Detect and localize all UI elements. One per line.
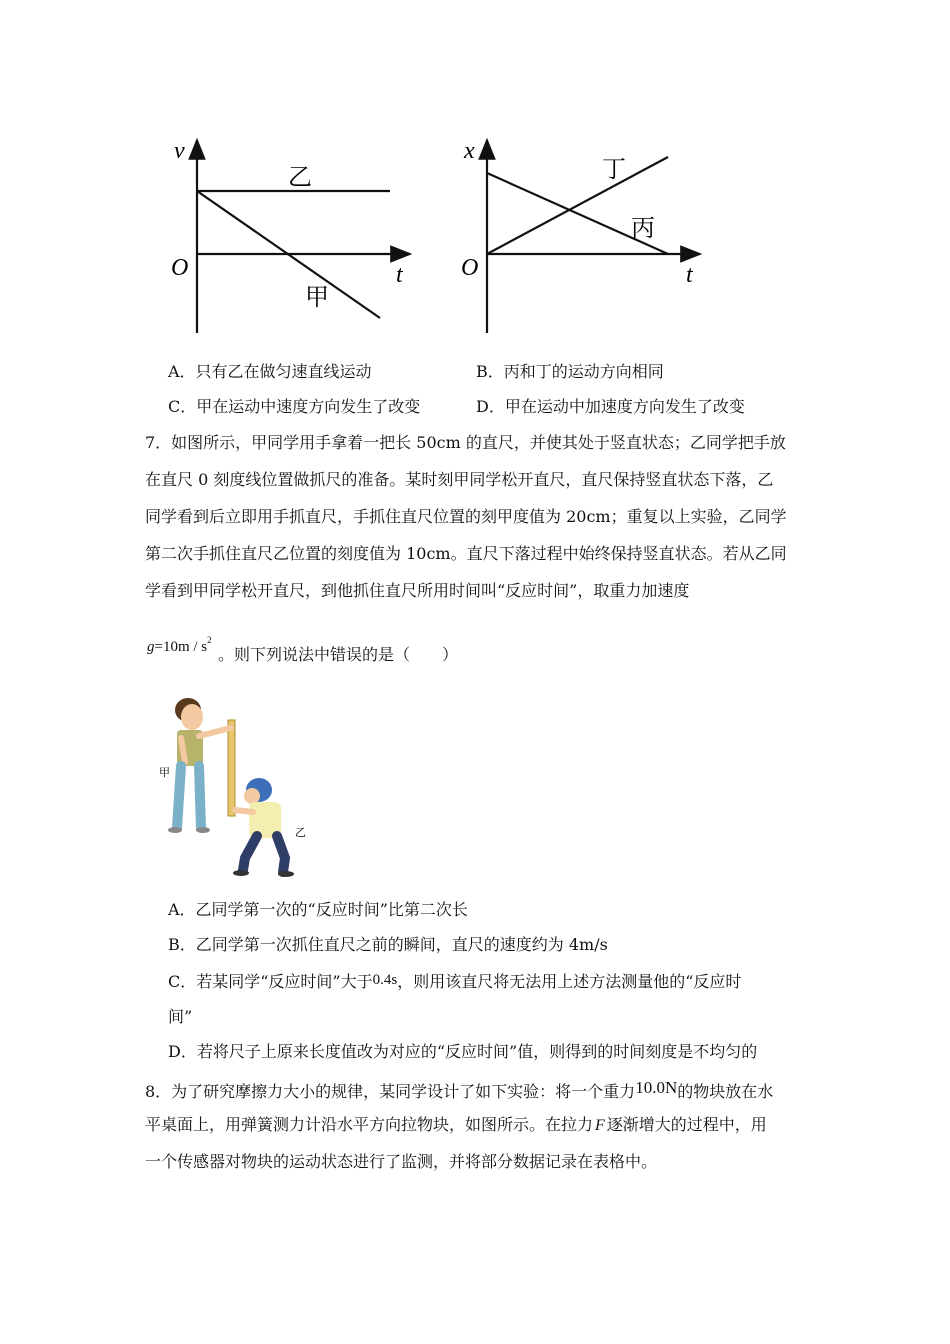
q7-line-1: 7．如图所示，甲同学用手拿着一把长 50cm 的直尺，并使其处于竖直状态；乙同学把手放 <box>145 433 786 452</box>
vt-label-yi: 乙 <box>288 163 312 191</box>
q8-line-2-post: 逐渐增大的过程中，用 <box>606 1115 767 1134</box>
vt-axis-v: v <box>174 138 185 164</box>
q6-option-a: A．只有乙在做匀速直线运动 <box>168 362 372 381</box>
q8-line-1 <box>145 1078 773 1102</box>
person-a-shoe-right <box>196 827 210 833</box>
q7-option-b: B．乙同学第一次抓住直尺之前的瞬间，直尺的速度约为 4m/s <box>168 935 608 954</box>
q7-line-5: 学看到甲同学松开直尺，到他抓住直尺所用时间叫“反应时间”，取重力加速度 <box>145 581 690 600</box>
vt-origin: O <box>171 255 189 281</box>
q6-option-c: C．甲在运动中速度方向发生了改变 <box>168 397 421 416</box>
person-b-shoe-right <box>278 871 294 877</box>
q7-option-c-value: 0.4s <box>372 972 398 988</box>
person-a-head <box>181 704 203 730</box>
person-a-arm2 <box>181 738 185 762</box>
q8-line-2 <box>145 1115 767 1136</box>
person-b-arm <box>235 810 253 812</box>
g-exp: 2 <box>207 635 212 645</box>
q7-option-c <box>168 970 741 992</box>
vt-label-jia: 甲 <box>305 283 329 311</box>
vt-graph <box>160 130 430 345</box>
person-a-shoe-left <box>168 827 182 833</box>
g-value: =10m / s <box>154 639 208 655</box>
q7-option-c-post: ，则用该直尺将无法用上述方法测量他的“反应时 <box>397 972 742 991</box>
q7-gravity-formula <box>147 630 212 657</box>
q8-line-3: 一个传感器对物块的运动状态进行了监测，并将部分数据记录在表格中。 <box>145 1152 658 1171</box>
xt-graph <box>450 130 720 345</box>
xt-axis-x: x <box>464 138 475 164</box>
xt-axis-t: t <box>686 262 693 288</box>
vt-axis-t: t <box>396 262 403 288</box>
g-symbol: g <box>147 639 155 655</box>
q7-question: 。则下列说法中错误的是（ ） <box>218 645 459 664</box>
person-b-face <box>244 788 260 804</box>
label-person-a: 甲 <box>159 766 170 779</box>
q8-force-symbol: F <box>595 1117 605 1134</box>
q8-line-2-pre: 平桌面上，用弹簧测力计沿水平方向拉物块，如图所示。在拉力 <box>145 1115 594 1134</box>
xt-label-ding: 丁 <box>602 155 626 183</box>
q8-line-1-pre: 8．为了研究摩擦力大小的规律，某同学设计了如下实验：将一个重力 <box>145 1082 636 1101</box>
q6-option-b: B．丙和丁的运动方向相同 <box>476 362 664 381</box>
q7-option-c-line2: 间” <box>168 1007 193 1026</box>
q8-weight-value: 10.0N <box>635 1078 678 1097</box>
label-person-b: 乙 <box>295 826 306 839</box>
person-b-legs <box>243 836 285 872</box>
ruler <box>228 720 235 816</box>
ruler-illustration <box>155 690 315 880</box>
xt-label-bing: 丙 <box>631 214 655 242</box>
q8-line-1-post: 的物块放在水 <box>677 1082 774 1101</box>
q7-option-c-pre: C．若某同学“反应时间”大于 <box>168 972 373 991</box>
q7-option-a: A．乙同学第一次的“反应时间”比第二次长 <box>168 900 468 919</box>
q7-option-d: D．若将尺子上原来长度值改为对应的“反应时间”值，则得到的时间刻度是不均匀的 <box>168 1042 758 1061</box>
q7-line-2: 在直尺 0 刻度线位置做抓尺的准备。某时刻甲同学松开直尺，直尺保持竖直状态下落，乙 <box>145 470 774 489</box>
q6-option-d: D．甲在运动中加速度方向发生了改变 <box>476 397 745 416</box>
person-a-arm <box>199 728 231 736</box>
xt-origin: O <box>461 255 479 281</box>
q7-line-4: 第二次手抓住直尺乙位置的刻度值为 10cm。直尺下落过程中始终保持竖直状态。若从乙同 <box>145 544 787 563</box>
q7-line-3: 同学看到后立即用手抓直尺，手抓住直尺位置的刻甲度值为 20cm；重复以上实验，乙同学 <box>145 507 787 526</box>
person-b-shoe-left <box>233 870 249 876</box>
person-a-legs <box>177 766 201 828</box>
